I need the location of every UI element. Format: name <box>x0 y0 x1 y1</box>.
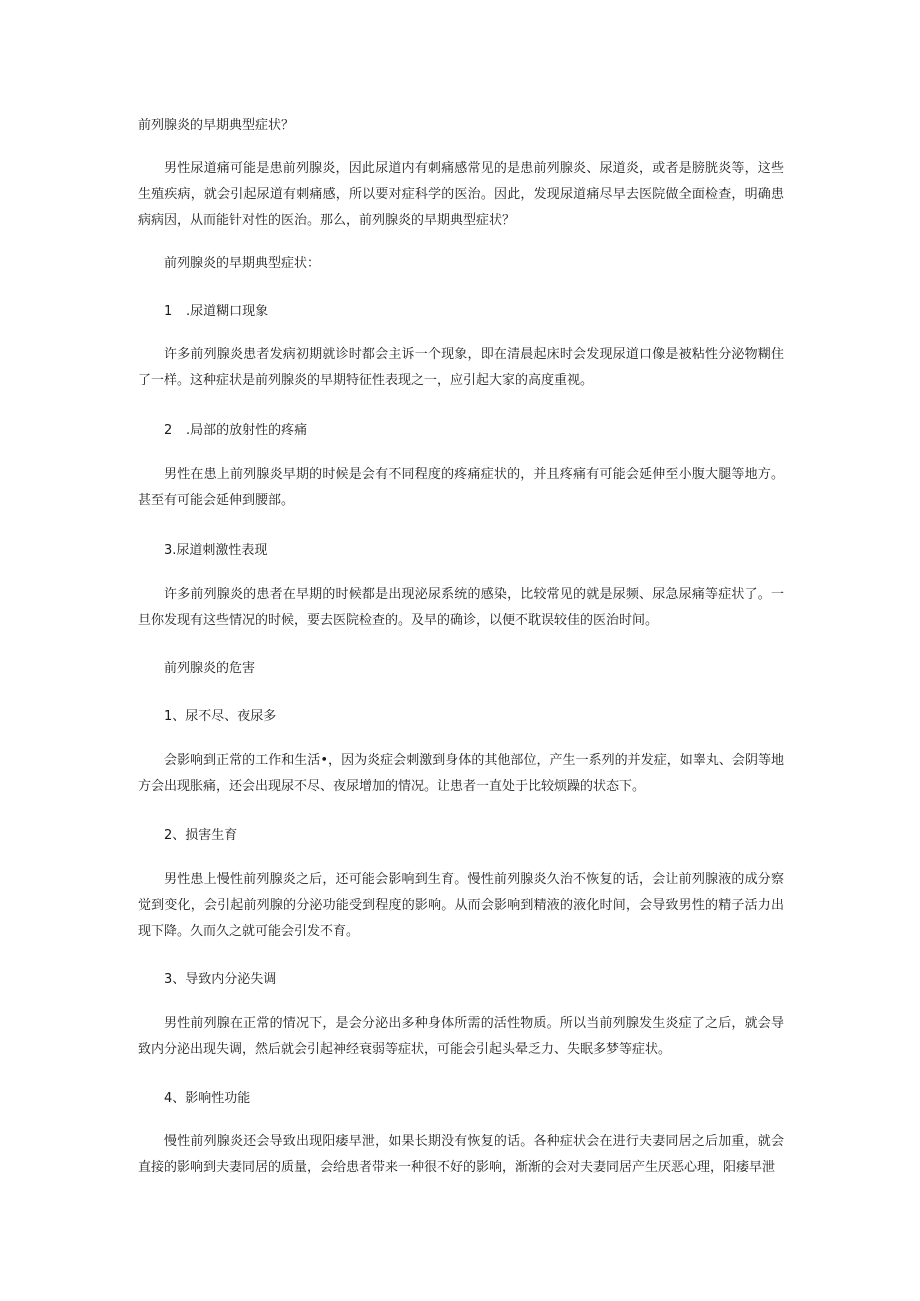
harm-heading-2: 2、损害生育 <box>164 828 238 843</box>
section-heading-harms: 前列腺炎的危害 <box>164 661 256 676</box>
harm-body-3: 男性前列腺在正常的情况下，是会分泌出多种身体所需的活性物质。所以当前列腺发生炎症了之后，就会导致内分泌出现失调，然后就会引起神经衰弱等症状，可能会引起头晕乏力、失眠多梦等症状。 <box>138 1016 784 1057</box>
harm-heading-3: 3、导致内分泌失调 <box>164 972 277 987</box>
section-heading-early-symptoms: 前列腺炎的早期典型症状： <box>164 256 321 271</box>
harm-heading-4: 4、影响性功能 <box>164 1091 251 1106</box>
symptom-title: .尿道糊口现象 <box>186 304 269 319</box>
symptom-number: 1 <box>164 304 173 319</box>
symptom-heading-3: 3.尿道刺激性表现 <box>164 543 268 558</box>
harm-body-4: 慢性前列腺炎还会导致出现阳痿早泄，如果长期没有恢复的话。各种症状会在进行夫妻同居之后加重，就会直接的影响到夫妻同居的质量，会给患者带来一种很不好的影响，渐渐的会对夫妻同居产生厌恶心理，阳痿早泄 <box>138 1134 784 1175</box>
harm-heading-1: 1、尿不尽、夜尿多 <box>164 709 277 724</box>
symptom-body-3: 许多前列腺炎的患者在早期的时候都是出现泌尿系统的感染，比较常见的就是尿频、尿急尿痛等症状了。一旦你发现有这些情况的时候，要去医院检查的。及早的确诊，以便不耽误较佳的医治时间。 <box>138 587 784 628</box>
symptom-number: 2 <box>164 423 173 438</box>
symptom-body-1: 许多前列腺炎患者发病初期就诊时都会主诉一个现象，即在清晨起床时会发现尿道口像是被粘性分泌物糊住了一样。这种症状是前列腺炎的早期特征性表现之一，应引起大家的高度重视。 <box>138 347 784 388</box>
document-title: 前列腺炎的早期典型症状？ <box>138 118 295 133</box>
intro-paragraph: 男性尿道痛可能是患前列腺炎，因此尿道内有刺痛感常见的是患前列腺炎、尿道炎，或者是膀胱炎等，这些生殖疾病，就会引起尿道有刺痛感，所以要对症科学的医治。因此，发现尿道痛尽早去医院做全面检查，明确患病病因，从而能针对性的医治。那么，前列腺炎的早期典型症状？ <box>138 161 784 228</box>
symptom-body-2: 男性在患上前列腺炎早期的时候是会有不同程度的疼痛症状的，并且疼痛有可能会延伸至小腹大腿等地方。甚至有可能会延伸到腰部。 <box>138 467 784 508</box>
harm-body-2: 男性患上慢性前列腺炎之后，还可能会影响到生育。慢性前列腺炎久治不恢复的话，会让前列腺液的成分察觉到变化，会引起前列腺的分泌功能受到程度的影响。从而会影响到精液的液化时间，会导致男性的精子活力出现下降。久而久之就可能会引发不育。 <box>138 872 784 939</box>
symptom-heading-1 <box>164 302 268 322</box>
symptom-title: .局部的放射性的疼痛 <box>186 423 308 438</box>
harm-body-1: 会影响到正常的工作和生活•，因为炎症会刺激到身体的其他部位，产生一系列的并发症，如睾丸、会阴等地方会出现胀痛，还会出现尿不尽、夜尿增加的情况。让患者一直处于比较烦躁的状态下。 <box>138 753 784 794</box>
symptom-heading-2 <box>164 421 307 441</box>
